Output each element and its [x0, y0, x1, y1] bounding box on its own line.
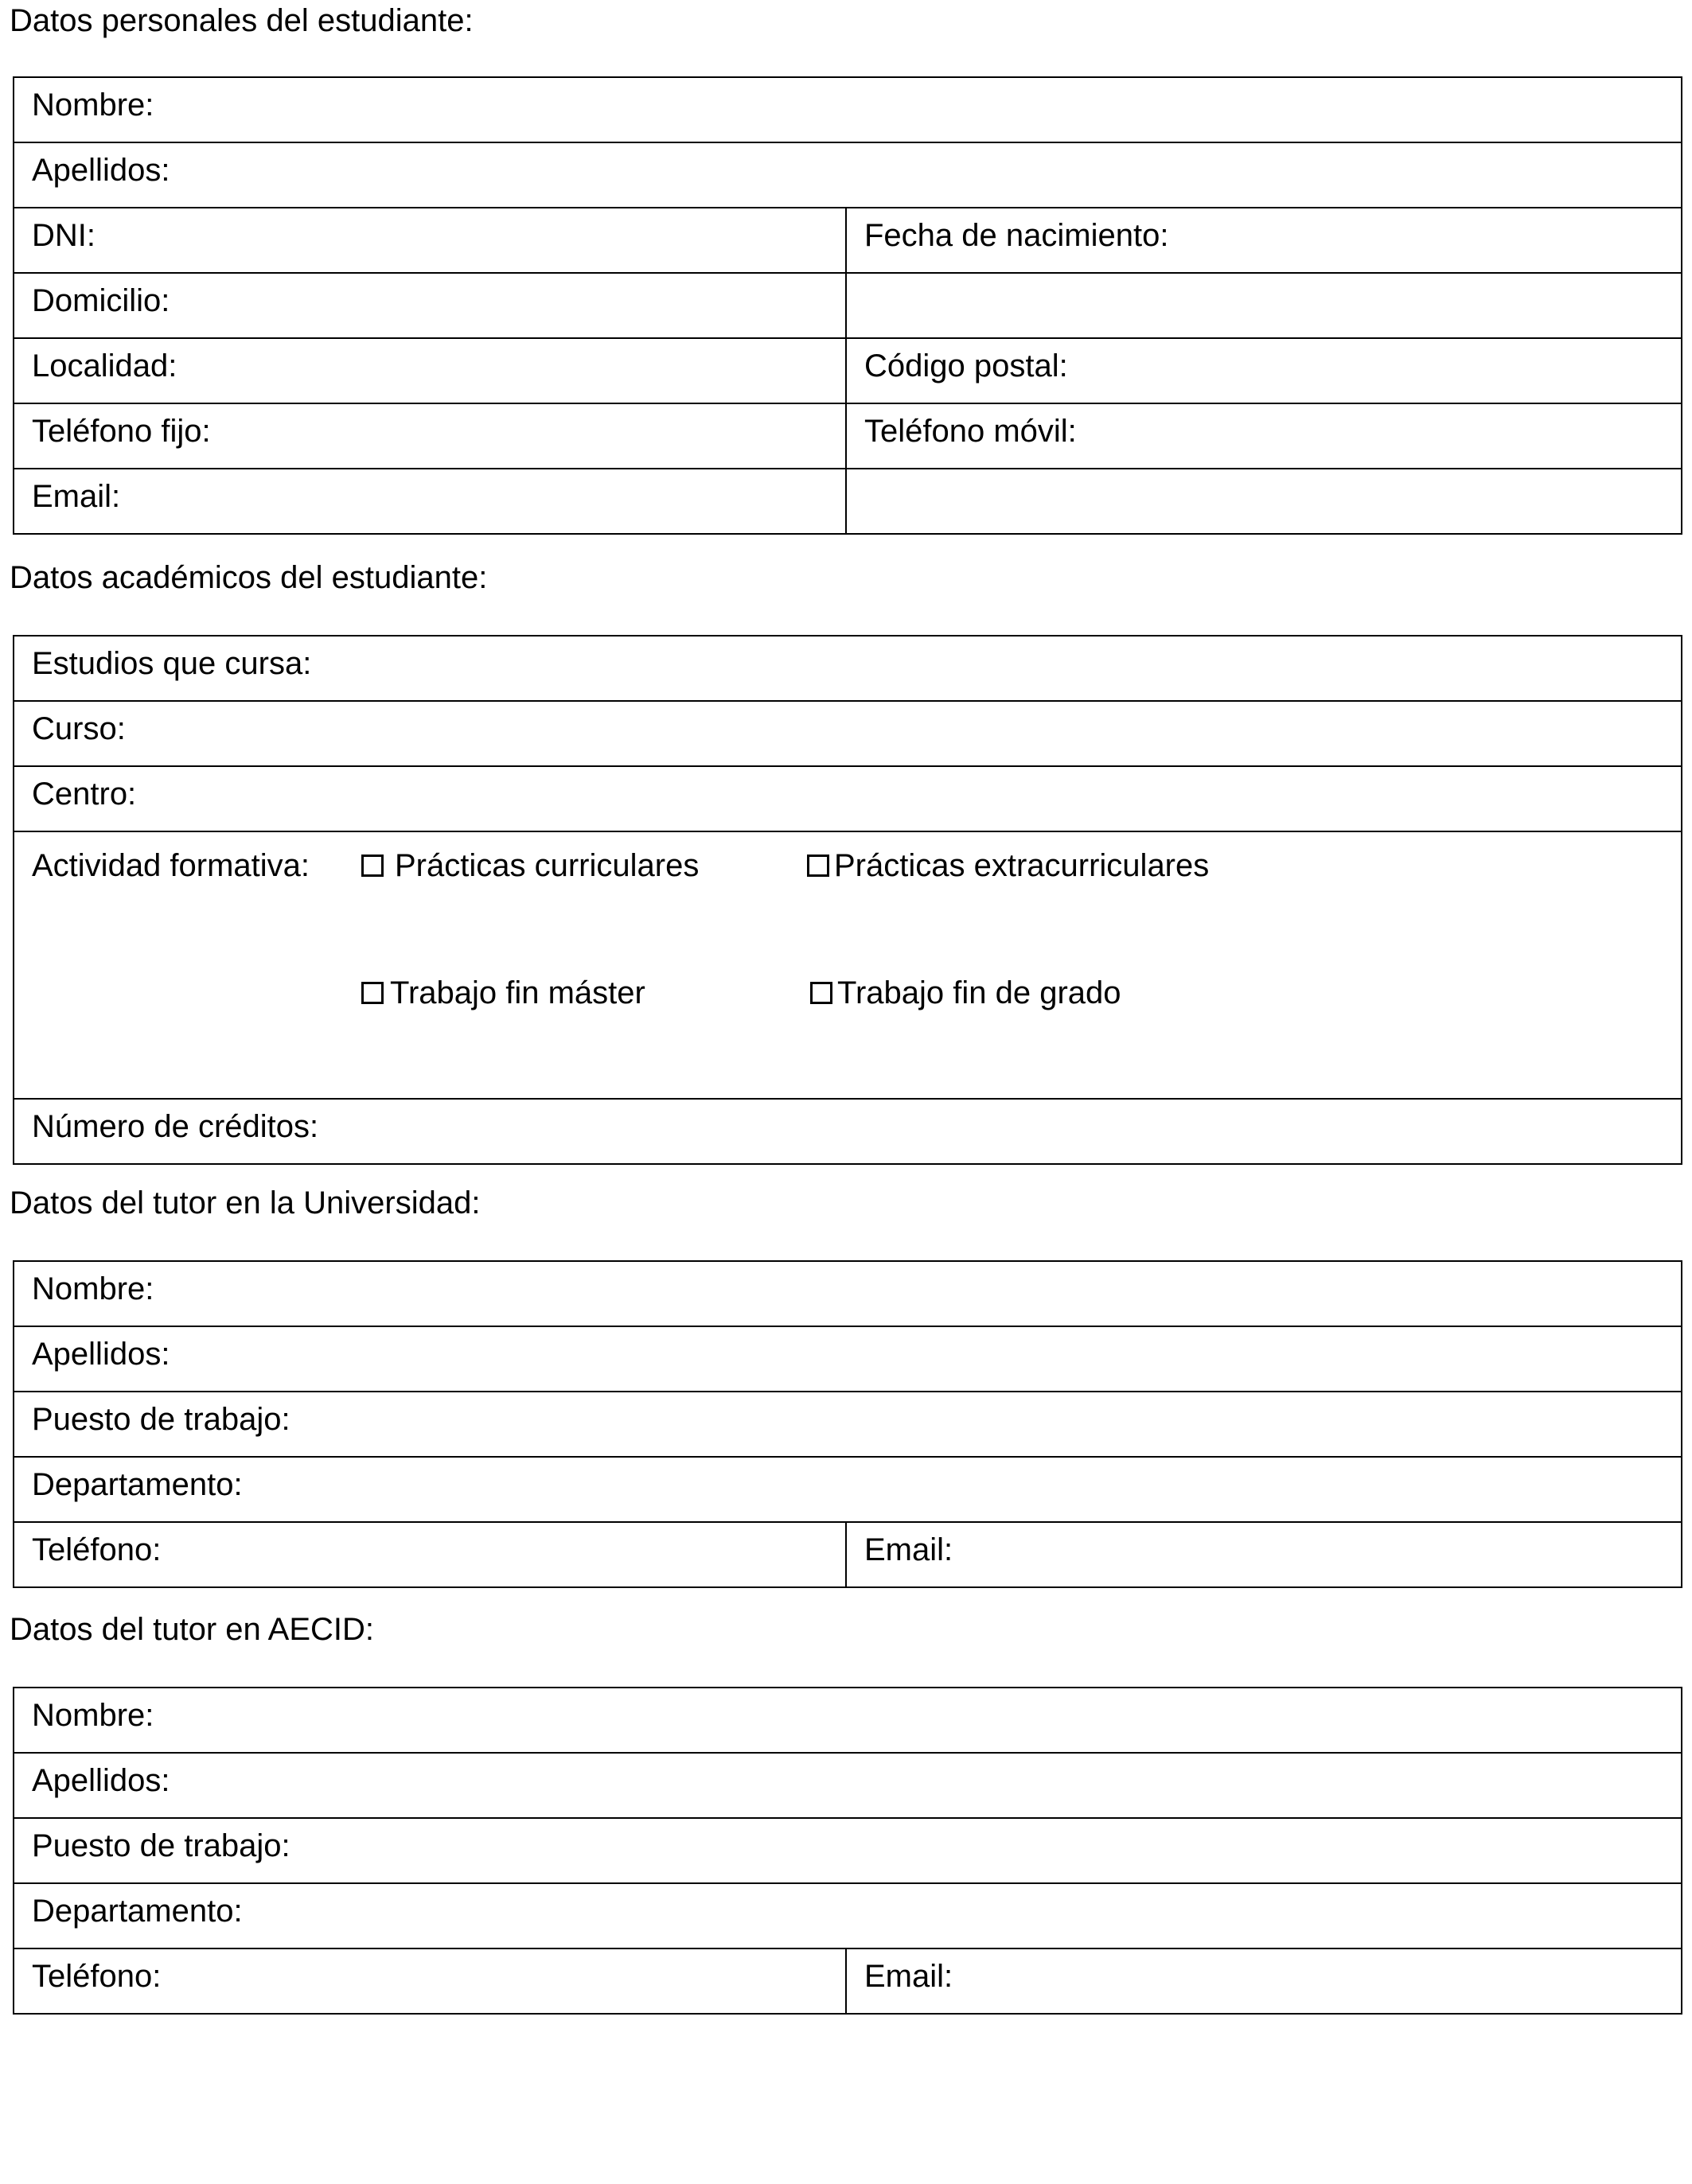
- table-row: [14, 1099, 1682, 1164]
- table-row: [14, 1392, 1682, 1457]
- tutor-aecid-email-field[interactable]: Email:: [846, 1948, 1682, 2014]
- student-academic-table: [13, 635, 1682, 1165]
- option-practicas-extracurriculares[interactable]: [807, 847, 1209, 885]
- table-row: [14, 1457, 1682, 1522]
- curso-field[interactable]: Curso:: [14, 701, 1682, 766]
- table-row: [14, 1753, 1682, 1818]
- tutor-aecid-apellidos-field[interactable]: Apellidos:: [14, 1753, 1682, 1818]
- student-dni-field[interactable]: DNI:: [14, 208, 846, 273]
- option-trabajo-fin-master[interactable]: [361, 974, 645, 1012]
- table-row: [14, 469, 1682, 534]
- student-codigo-postal-field[interactable]: Código postal:: [846, 338, 1682, 403]
- table-row: [14, 208, 1682, 273]
- tutor-university-apellidos-field[interactable]: Apellidos:: [14, 1326, 1682, 1392]
- table-row: [14, 403, 1682, 469]
- actividad-formativa-cell: [14, 831, 1682, 1099]
- tutor-university-table: [13, 1260, 1682, 1588]
- table-row: [14, 142, 1682, 208]
- table-row: [14, 701, 1682, 766]
- table-row: [14, 766, 1682, 831]
- tutor-university-puesto-field[interactable]: Puesto de trabajo:: [14, 1392, 1682, 1457]
- tutor-university-telefono-field[interactable]: Teléfono:: [14, 1522, 846, 1587]
- option-label: Prácticas extracurriculares: [834, 848, 1210, 883]
- tutor-aecid-telefono-field[interactable]: Teléfono:: [14, 1948, 846, 2014]
- creditos-field[interactable]: Número de créditos:: [14, 1099, 1682, 1164]
- student-telefono-movil-field[interactable]: Teléfono móvil:: [846, 403, 1682, 469]
- student-domicilio-continuation-field[interactable]: [846, 273, 1682, 338]
- tutor-aecid-title: Datos del tutor en AECID:: [10, 1612, 375, 1647]
- student-academic-title: Datos académicos del estudiante:: [10, 560, 488, 595]
- checkbox-icon[interactable]: [361, 982, 384, 1004]
- table-row: [14, 1688, 1682, 1753]
- student-personal-title: Datos personales del estudiante:: [10, 3, 474, 38]
- student-personal-table: [13, 76, 1682, 535]
- tutor-aecid-nombre-field[interactable]: Nombre:: [14, 1688, 1682, 1753]
- student-localidad-field[interactable]: Localidad:: [14, 338, 846, 403]
- tutor-university-nombre-field[interactable]: Nombre:: [14, 1261, 1682, 1326]
- table-row: [14, 1948, 1682, 2014]
- option-label: Trabajo fin máster: [390, 975, 645, 1010]
- student-telefono-fijo-field[interactable]: Teléfono fijo:: [14, 403, 846, 469]
- table-row: [14, 1883, 1682, 1948]
- student-fecha-nacimiento-field[interactable]: Fecha de nacimiento:: [846, 208, 1682, 273]
- table-row: [14, 1326, 1682, 1392]
- estudios-field[interactable]: Estudios que cursa:: [14, 636, 1682, 701]
- tutor-university-title: Datos del tutor en la Universidad:: [10, 1185, 481, 1220]
- table-row: [14, 77, 1682, 142]
- student-email-field[interactable]: Email:: [14, 469, 846, 534]
- student-apellidos-field[interactable]: Apellidos:: [14, 142, 1682, 208]
- student-domicilio-field[interactable]: Domicilio:: [14, 273, 846, 338]
- checkbox-icon[interactable]: [361, 855, 384, 877]
- tutor-university-email-field[interactable]: Email:: [846, 1522, 1682, 1587]
- table-row: [14, 338, 1682, 403]
- checkbox-icon[interactable]: [807, 855, 829, 877]
- table-row: [14, 1818, 1682, 1883]
- centro-field[interactable]: Centro:: [14, 766, 1682, 831]
- option-label: Prácticas curriculares: [395, 848, 700, 883]
- actividad-formativa-label: Actividad formativa:: [32, 848, 310, 883]
- table-row: [14, 1261, 1682, 1326]
- student-nombre-field[interactable]: Nombre:: [14, 77, 1682, 142]
- tutor-aecid-puesto-field[interactable]: Puesto de trabajo:: [14, 1818, 1682, 1883]
- table-row: [14, 831, 1682, 1099]
- option-trabajo-fin-grado[interactable]: [810, 974, 1121, 1012]
- table-row: [14, 273, 1682, 338]
- option-label: Trabajo fin de grado: [837, 975, 1121, 1010]
- tutor-university-departamento-field[interactable]: Departamento:: [14, 1457, 1682, 1522]
- table-row: [14, 1522, 1682, 1587]
- student-email-continuation-field[interactable]: [846, 469, 1682, 534]
- tutor-aecid-departamento-field[interactable]: Departamento:: [14, 1883, 1682, 1948]
- table-row: [14, 636, 1682, 701]
- tutor-aecid-table: [13, 1687, 1682, 2015]
- checkbox-icon[interactable]: [810, 982, 832, 1004]
- option-practicas-curriculares[interactable]: [361, 847, 699, 885]
